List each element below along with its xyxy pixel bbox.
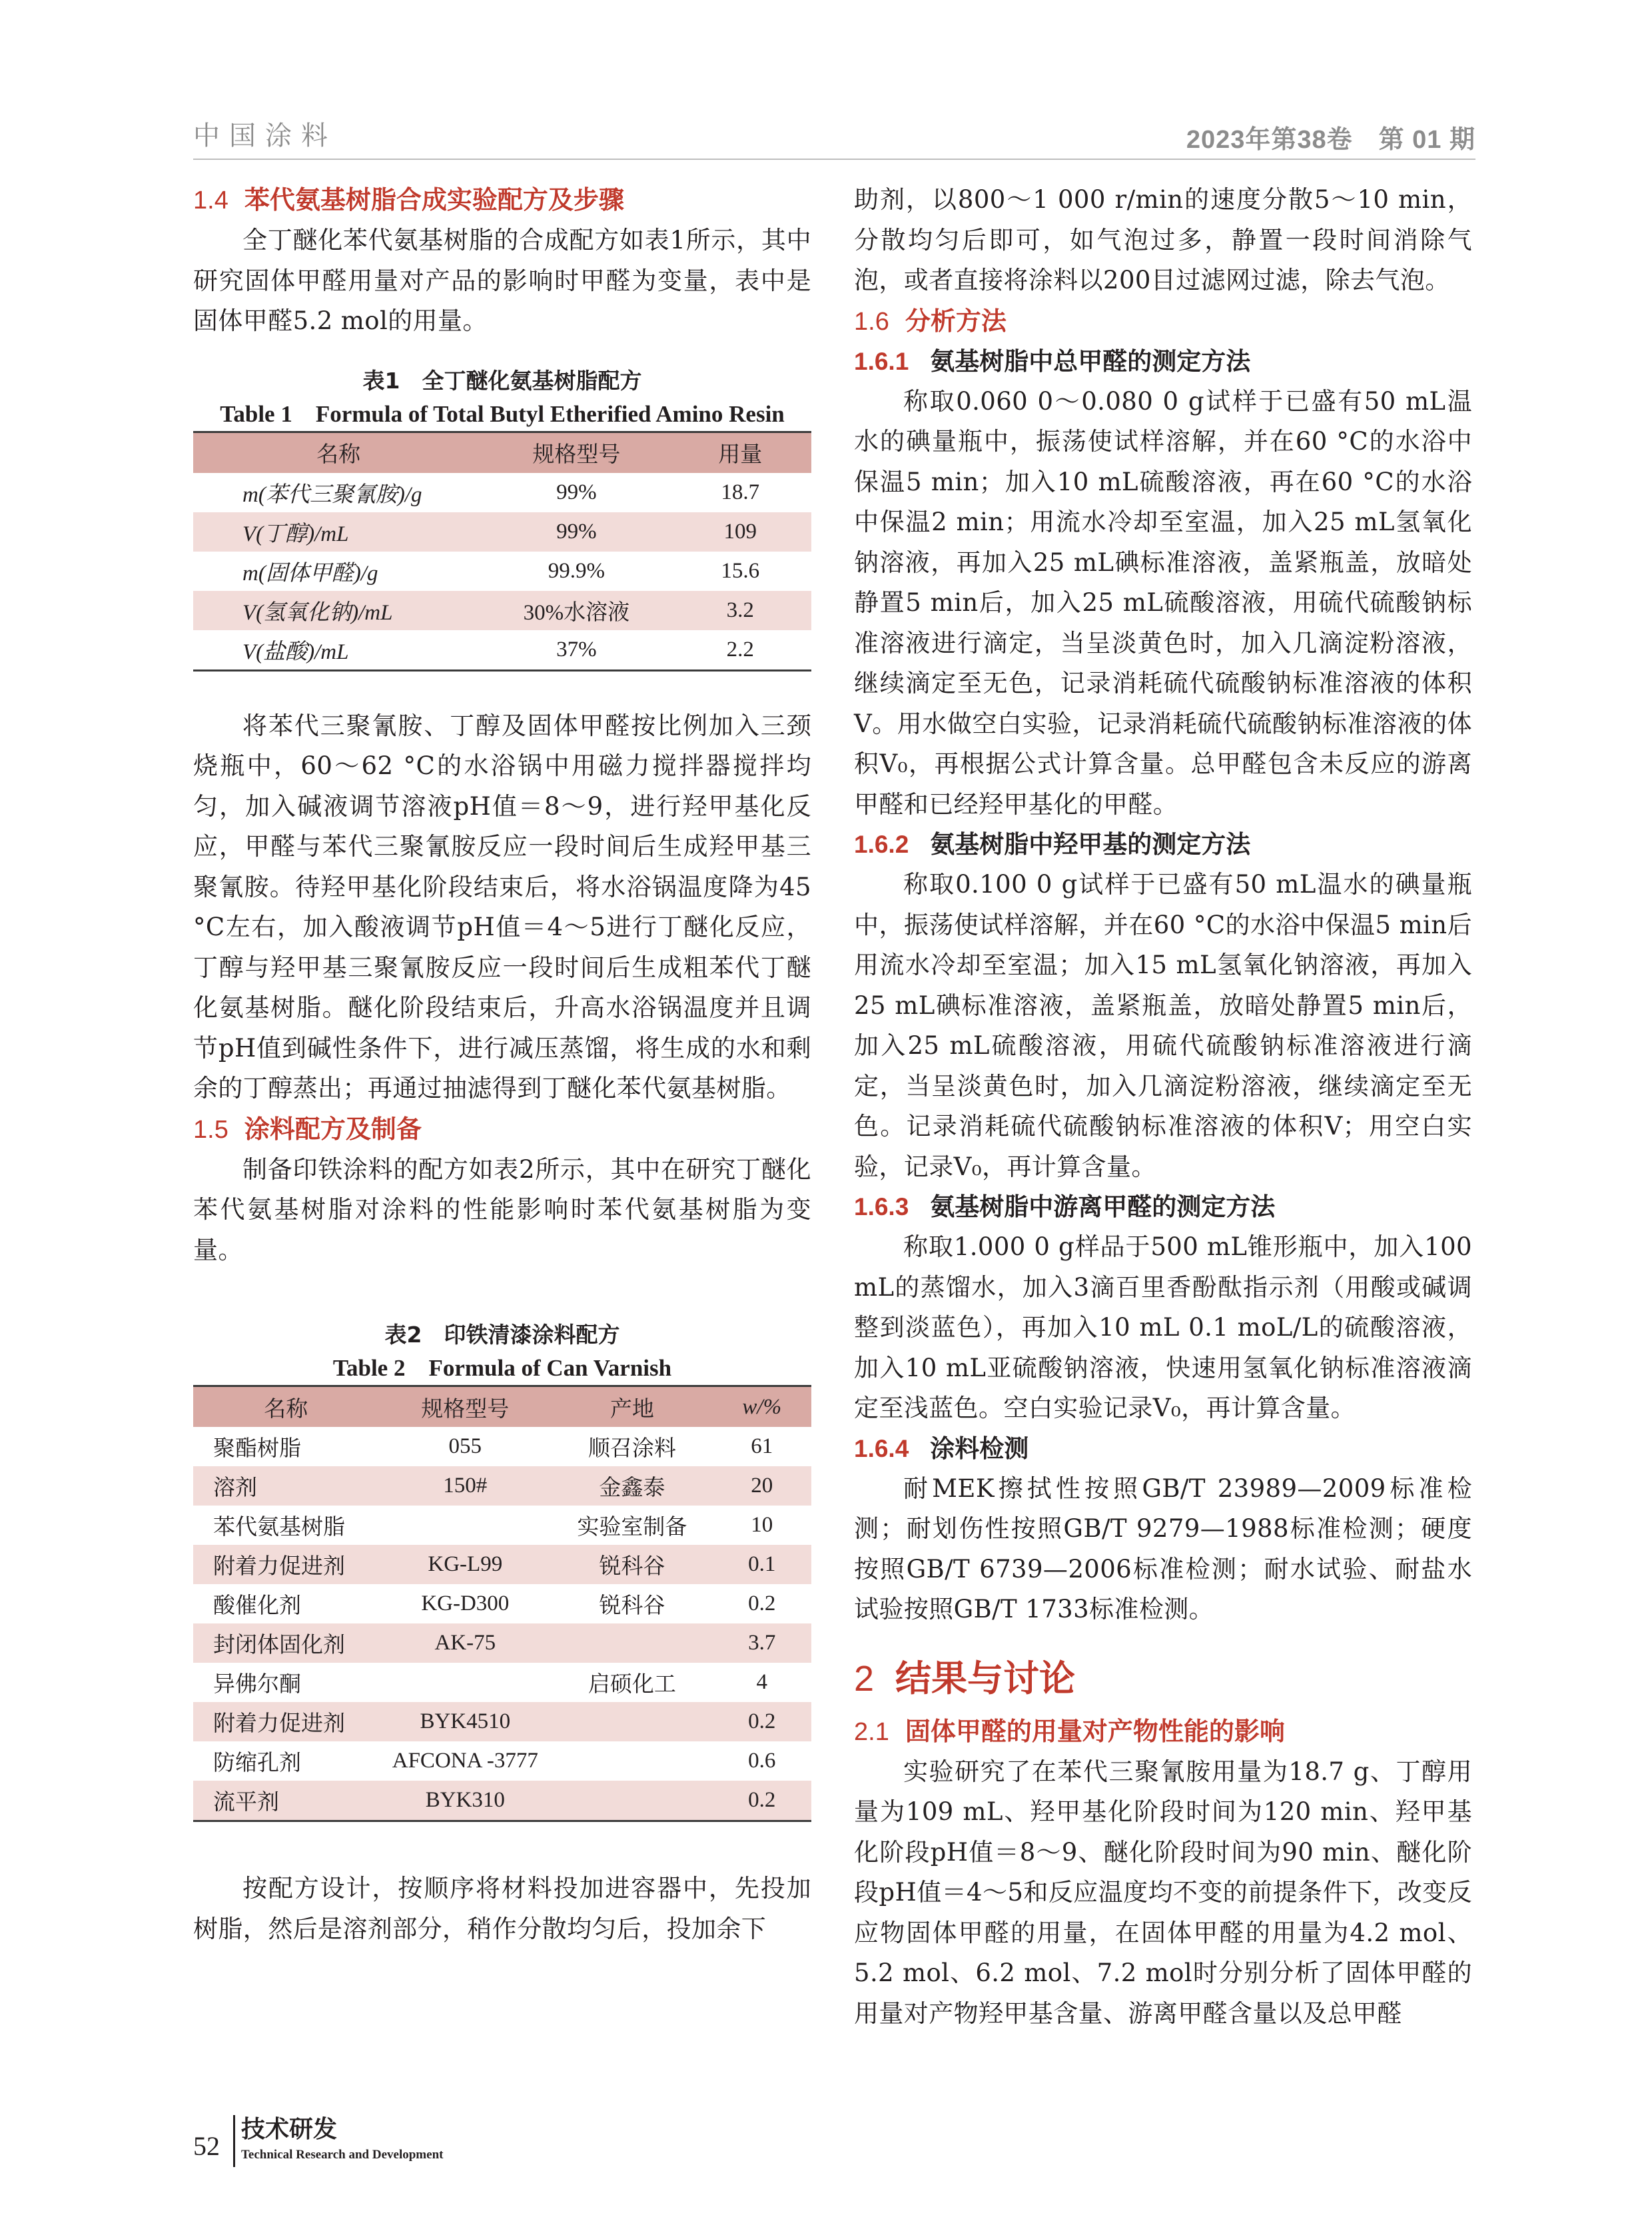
table-cell: AFCONA -3777 bbox=[392, 1749, 538, 1773]
table-cell: m(苯代三聚氰胺)/g bbox=[242, 482, 422, 507]
table-cell: 0.1 bbox=[712, 1545, 811, 1584]
journal-name: 中国涂料 bbox=[193, 121, 337, 151]
subsection-heading-1-6-1: 1.6.1 氨基树脂中总甲醛的测定方法 bbox=[854, 346, 1251, 376]
table-header: 规格型号 bbox=[484, 432, 669, 473]
table-cell: 2.2 bbox=[669, 630, 811, 671]
table-cell: BYK310 bbox=[378, 1781, 552, 1821]
footer-section-cn: 技术研发 bbox=[241, 2116, 338, 2143]
table-cell: 055 bbox=[448, 1434, 482, 1458]
table-2 bbox=[193, 1385, 811, 1822]
table-cell: 锐科谷 bbox=[552, 1545, 712, 1584]
section-heading-1-6: 1.6 分析方法 bbox=[854, 306, 1007, 336]
table-cell: 封闭体固化剂 bbox=[193, 1623, 378, 1663]
table-header: 名称 bbox=[193, 1386, 378, 1428]
table-cell: 18.7 bbox=[721, 480, 760, 504]
table-cell: 锐科谷 bbox=[599, 1592, 665, 1618]
table-cell: 0.2 bbox=[748, 1591, 776, 1615]
table-cell bbox=[552, 1623, 712, 1663]
table-cell: 15.6 bbox=[721, 558, 760, 583]
table-row bbox=[193, 1702, 811, 1741]
section-heading-2-1: 2.1 固体甲醛的用量对产物性能的影响 bbox=[854, 1716, 1285, 1746]
paragraph: 称取0.060 0～0.080 0 g试样于已盛有50 mL温水的碘量瓶中，振荡使试样溶解，并在60 °C的水浴中保温5 min；加入10 mL硫酸溶液，再在60 °C的水浴中保温2 min；用流水冷却至室温，加入25 mL氢氧化钠溶液，再加入25 mL碘标准溶液，盖紧瓶盖，放暗处静置5 min后，加入25 mL硫酸溶液，用硫代硫酸钠标准溶液进行滴定，当呈淡黄色时，加入几滴淀粉溶液，继续滴定至无色，记录消耗硫代硫酸钠标准溶液的体积V。用水做空白实验，记录消耗硫代硫酸钠标准溶液的体积V₀，再根据公式计算含量。总甲醛包含未反应的游离甲醛和已经羟甲基化的甲醛。 bbox=[854, 386, 1472, 819]
paragraph: 耐MEK擦拭性按照GB/T 23989—2009标准检测；耐划伤性按照GB/T 9279—1988标准检测；硬度按照GB/T 6739—2006标准检测；耐水试验、耐盐水试验按照GB/T 1733标准检测。 bbox=[854, 1474, 1472, 1623]
table-cell bbox=[378, 1506, 552, 1545]
section-heading-1-5: 1.5 涂料配方及制备 bbox=[193, 1114, 422, 1144]
table-cell: 流平剂 bbox=[193, 1781, 378, 1821]
table-cell: 聚酯树脂 bbox=[213, 1435, 301, 1461]
paragraph: 称取0.100 0 g试样于已盛有50 mL温水的碘量瓶中，振荡使试样溶解，并在60 °C的水浴中保温5 min后用流水冷却至室温；加入15 mL氢氧化钠溶液，再加入25 mL碘标准溶液，盖紧瓶盖，放暗处静置5 min后，加入25 mL硫酸溶液，用硫代硫酸钠标准溶液进行滴定，当呈淡黄色时，加入几滴淀粉溶液，继续滴定至无色。记录消耗硫代硫酸钠标准溶液的体积V；用空白实验，记录V₀，再计算含量。 bbox=[854, 870, 1472, 1181]
table-header-row bbox=[193, 432, 811, 473]
table-header: 用量 bbox=[669, 432, 811, 473]
table2-caption-cn: 表2 印铁清漆涂料配方 bbox=[384, 1322, 620, 1348]
issue-info: 2023年第38卷 第 01 期 bbox=[1186, 126, 1475, 154]
table-cell: 37% bbox=[484, 630, 669, 671]
header-rule bbox=[193, 159, 1475, 160]
table-cell: 异佛尔酮 bbox=[213, 1671, 301, 1697]
table-row bbox=[193, 630, 811, 671]
table-cell: 99.9% bbox=[548, 558, 605, 583]
table-header: 名称 bbox=[193, 432, 484, 473]
table-cell: 10 bbox=[751, 1513, 773, 1537]
table-row bbox=[193, 1663, 811, 1702]
table-cell: 溶剂 bbox=[193, 1466, 378, 1506]
table-cell: 苯代氨基树脂 bbox=[213, 1514, 345, 1540]
table-cell: 30%水溶液 bbox=[484, 591, 669, 630]
paragraph: 助剂，以800～1 000 r/min的速度分散5～10 min，分散均匀后即可，如气泡过多，静置一段时间消除气泡，或者直接将涂料以200目过滤网过滤，除去气泡。 bbox=[854, 185, 1472, 294]
table-cell: 4 bbox=[756, 1670, 767, 1694]
right-column bbox=[854, 180, 1472, 2034]
table-cell: 20 bbox=[712, 1466, 811, 1506]
table-header: 规格型号 bbox=[378, 1386, 552, 1428]
table-cell: 酸催化剂 bbox=[213, 1592, 301, 1618]
paragraph: 制备印铁涂料的配方如表2所示，其中在研究丁醚化苯代氨基树脂对涂料的性能影响时苯代氨基树脂为变量。 bbox=[193, 1154, 811, 1264]
table-cell: m(固体甲醛)/g bbox=[242, 561, 378, 586]
table-cell bbox=[552, 1781, 712, 1821]
table-cell: KG-L99 bbox=[378, 1545, 552, 1584]
subsection-heading-1-6-2: 1.6.2 氨基树脂中羟甲基的测定方法 bbox=[854, 830, 1251, 859]
paragraph: 按配方设计，按顺序将材料投加进容器中，先投加树脂，然后是溶剂部分，稍作分散均匀后，投加余下 bbox=[193, 1874, 811, 1943]
table-row bbox=[193, 1623, 811, 1663]
table-cell: 0.6 bbox=[748, 1749, 776, 1773]
table-cell: 实验室制备 bbox=[577, 1514, 687, 1540]
table-cell bbox=[552, 1741, 712, 1781]
table-row bbox=[193, 1466, 811, 1506]
table-cell: 61 bbox=[751, 1434, 773, 1458]
subsection-heading-1-6-3: 1.6.3 氨基树脂中游离甲醛的测定方法 bbox=[854, 1192, 1276, 1221]
table-cell: KG-D300 bbox=[421, 1591, 510, 1615]
table-row bbox=[193, 1506, 811, 1545]
paragraph: 称取1.000 0 g样品于500 mL锥形瓶中，加入100 mL的蒸馏水，加入3滴百里香酚酞指示剂（用酸或碱调整到淡蓝色），再加入10 mL 0.1 moL/L的硫酸溶液，加入10 mL亚硫酸钠溶液，快速用氢氧化钠标准溶液滴定至浅蓝色。空白实验记录V₀，再计算含量。 bbox=[854, 1232, 1472, 1422]
section-heading-1-4: 1.4 苯代氨基树脂合成实验配方及步骤 bbox=[193, 185, 624, 215]
footer-divider bbox=[233, 2115, 235, 2167]
table-cell: 防缩孔剂 bbox=[213, 1749, 301, 1775]
table-header: w/% bbox=[712, 1386, 811, 1428]
table-cell: 金鑫泰 bbox=[552, 1466, 712, 1506]
page-number: 52 bbox=[193, 2131, 220, 2161]
table-cell: BYK4510 bbox=[378, 1702, 552, 1741]
table-row bbox=[193, 1781, 811, 1821]
table2-caption-en: Table 2 Formula of Can Varnish bbox=[332, 1355, 672, 1381]
table-cell: 109 bbox=[669, 512, 811, 552]
table-header-row bbox=[193, 1386, 811, 1428]
table-cell: 0.2 bbox=[712, 1781, 811, 1821]
table-row bbox=[193, 1584, 811, 1623]
left-column bbox=[193, 180, 811, 1949]
table-header: 产地 bbox=[552, 1386, 712, 1428]
table-cell: 99% bbox=[484, 512, 669, 552]
table-cell bbox=[378, 1663, 552, 1702]
table-row bbox=[193, 552, 811, 591]
table-row bbox=[193, 591, 811, 630]
table1-caption-cn: 表1 全丁醚化氨基树脂配方 bbox=[362, 367, 642, 394]
table-cell: 150# bbox=[378, 1466, 552, 1506]
table-row bbox=[193, 1427, 811, 1466]
footer-section-en: Technical Research and Development bbox=[241, 2148, 444, 2162]
table-cell: 99% bbox=[556, 480, 597, 504]
table1-caption-en: Table 1 Formula of Total Butyl Etherified Amino Resin bbox=[220, 400, 785, 427]
subsection-heading-1-6-4: 1.6.4 涂料检测 bbox=[854, 1434, 1029, 1463]
table-cell: 3.7 bbox=[712, 1623, 811, 1663]
paragraph: 实验研究了在苯代三聚氰胺用量为18.7 g、丁醇用量为109 mL、羟甲基化阶段时间为120 min、羟甲基化阶段pH值＝8～9、醚化阶段时间为90 min、醚化阶段pH值＝4～5和反应温度均不变的前提条件下，改变反应物固体甲醛的用量，在固体甲醛的用量为4.2 mol、5.2 mol、6.2 mol、7.2 mol时分别分析了固体甲醛的用量对产物羟甲基含量、游离甲醛含量以及总甲醛 bbox=[854, 1757, 1472, 2028]
table-cell bbox=[552, 1702, 712, 1741]
table-cell: 启硕化工 bbox=[588, 1671, 676, 1697]
table-row bbox=[193, 473, 811, 512]
table-cell: V(丁醇)/mL bbox=[193, 512, 484, 552]
table-row bbox=[193, 1545, 811, 1584]
table-cell: 附着力促进剂 bbox=[193, 1545, 378, 1584]
table-row bbox=[193, 512, 811, 552]
chapter-heading-2: 2 结果与讨论 bbox=[854, 1657, 1076, 1699]
table-cell: 附着力促进剂 bbox=[193, 1702, 378, 1741]
table-cell: AK-75 bbox=[378, 1623, 552, 1663]
table-cell: 顺召涂料 bbox=[588, 1435, 676, 1461]
table-cell: 3.2 bbox=[669, 591, 811, 630]
table-cell: V(氢氧化钠)/mL bbox=[193, 591, 484, 630]
paragraph: 全丁醚化苯代氨基树脂的合成配方如表1所示，其中研究固体甲醛用量对产品的影响时甲醛为变量，表中是固体甲醛5.2 mol的用量。 bbox=[193, 226, 811, 335]
table-cell: V(盐酸)/mL bbox=[193, 630, 484, 671]
table-1 bbox=[193, 431, 811, 671]
table-cell: 0.2 bbox=[712, 1702, 811, 1741]
paragraph: 将苯代三聚氰胺、丁醇及固体甲醛按比例加入三颈烧瓶中，60～62 °C的水浴锅中用磁力搅拌器搅拌均匀，加入碱液调节溶液pH值＝8～9，进行羟甲基化反应，甲醛与苯代三聚氰胺反应一段时间后生成羟甲基三聚氰胺。待羟甲基化阶段结束后，将水浴锅温度降为45 °C左右，加入酸液调节pH值＝4～5进行丁醚化反应，丁醇与羟甲基三聚氰胺反应一段时间后生成粗苯代丁醚化氨基树脂。醚化阶段结束后，升高水浴锅温度并且调节pH值到碱性条件下，进行减压蒸馏，将生成的水和剩余的丁醇蒸出；再通过抽滤得到丁醚化苯代氨基树脂。 bbox=[193, 711, 812, 1103]
table-row bbox=[193, 1741, 811, 1781]
